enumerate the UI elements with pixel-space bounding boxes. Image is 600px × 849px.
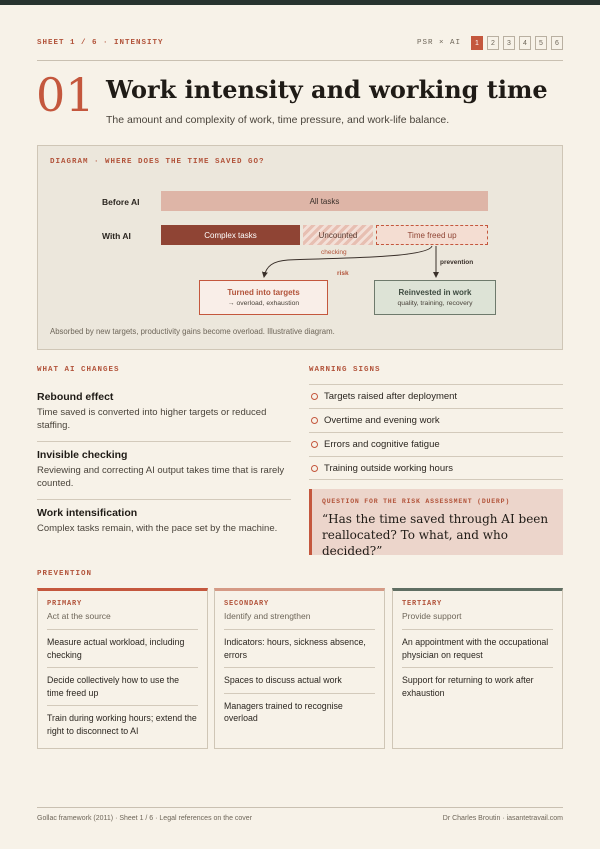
column-subtitle: Identify and strengthen bbox=[224, 611, 311, 621]
top-rule bbox=[0, 0, 600, 5]
divider bbox=[37, 441, 291, 442]
prevention-item: An appointment with the occupational physician on request bbox=[402, 629, 553, 667]
column-label: PRIMARY bbox=[47, 600, 83, 608]
diagram-arrows bbox=[38, 146, 564, 351]
column-subtitle: Act at the source bbox=[47, 611, 111, 621]
warnings-heading: WARNING SIGNS bbox=[309, 366, 381, 374]
page-header bbox=[37, 36, 563, 50]
prevention-heading: PREVENTION bbox=[37, 570, 93, 578]
page-title: Work intensity and working time bbox=[106, 75, 548, 104]
diagram-title: DIAGRAM · WHERE DOES THE TIME SAVED GO? bbox=[50, 158, 265, 166]
prevention-item: Spaces to discuss actual work bbox=[224, 667, 375, 693]
targets-subtitle: → overload, exhaustion bbox=[227, 300, 300, 307]
warning-item bbox=[309, 432, 563, 456]
prevention-column-secondary bbox=[214, 588, 385, 749]
risk-label: risk bbox=[337, 270, 349, 277]
prevention-item: Indicators: hours, sickness absence, errors bbox=[224, 629, 375, 667]
risk-question-callout bbox=[309, 489, 563, 558]
changes-heading: WHAT AI CHANGES bbox=[37, 366, 120, 374]
prevention-item: Decide collectively how to use the time freed up bbox=[47, 667, 198, 705]
warning-item bbox=[309, 408, 563, 432]
warning-item bbox=[309, 384, 563, 408]
reinvest-subtitle: quality, training, recovery bbox=[397, 300, 473, 307]
page-link-1[interactable]: 1 bbox=[471, 36, 483, 50]
before-ai-label: Before AI bbox=[102, 197, 140, 207]
change-title: Rebound effect bbox=[37, 391, 114, 403]
change-item bbox=[37, 391, 291, 432]
checking-label: checking bbox=[321, 249, 347, 256]
change-text: Reviewing and correcting AI output takes time that is rarely counted. bbox=[37, 465, 285, 489]
uncounted-bar: Uncounted bbox=[303, 225, 373, 245]
change-item bbox=[37, 449, 291, 490]
warning-item bbox=[309, 456, 563, 480]
warning-text: Errors and cognitive fatigue bbox=[324, 439, 440, 450]
page-link-3[interactable]: 3 bbox=[503, 36, 515, 50]
page-link-6[interactable]: 6 bbox=[551, 36, 563, 50]
circle-bullet-icon bbox=[311, 465, 318, 472]
page-subtitle: The amount and complexity of work, time pressure, and work-life balance. bbox=[106, 114, 450, 126]
page-link-5[interactable]: 5 bbox=[535, 36, 547, 50]
circle-bullet-icon bbox=[311, 393, 318, 400]
column-subtitle: Provide support bbox=[402, 611, 462, 621]
targets-box bbox=[199, 280, 328, 315]
warning-text: Targets raised after deployment bbox=[324, 391, 458, 402]
change-item bbox=[37, 507, 291, 535]
diagram-caption: Absorbed by new targets, productivity gains become overload. Illustrative diagram. bbox=[50, 327, 335, 336]
prevention-column-tertiary bbox=[392, 588, 563, 749]
change-title: Invisible checking bbox=[37, 449, 128, 461]
change-title: Work intensification bbox=[37, 507, 138, 519]
column-label: SECONDARY bbox=[224, 600, 270, 608]
all-tasks-bar: All tasks bbox=[161, 191, 488, 211]
with-ai-label: With AI bbox=[102, 231, 131, 241]
footer-divider bbox=[37, 807, 563, 808]
change-text: Time saved is converted into higher targets or reduced staffing. bbox=[37, 407, 267, 431]
question-label: QUESTION FOR THE RISK ASSESSMENT (DUERP) bbox=[322, 498, 511, 505]
prevention-item: Train during working hours; extend the right to disconnect to AI bbox=[47, 705, 198, 743]
divider bbox=[37, 499, 291, 500]
sheet-label: SHEET 1 / 6 · INTENSITY bbox=[37, 39, 164, 47]
column-label: TERTIARY bbox=[402, 600, 443, 608]
time-freed-bar: Time freed up bbox=[376, 225, 488, 245]
reinvest-box bbox=[374, 280, 496, 315]
brand-label: PSR × AI bbox=[416, 39, 461, 47]
warning-text: Overtime and evening work bbox=[324, 415, 440, 426]
prevention-column-primary bbox=[37, 588, 208, 749]
warning-text: Training outside working hours bbox=[324, 462, 454, 474]
targets-title: Turned into targets bbox=[227, 288, 300, 297]
prevention-item: Measure actual workload, including checking bbox=[47, 629, 198, 667]
footer-left: Gollac framework (2011) · Sheet 1 / 6 · Legal references on the cover bbox=[37, 815, 253, 822]
circle-bullet-icon bbox=[311, 441, 318, 448]
question-text: “Has the time saved through AI been reallocated? To what, and who decided?” bbox=[322, 512, 549, 558]
prevention-item: Managers trained to recognise overload bbox=[224, 693, 375, 731]
pager bbox=[417, 36, 563, 50]
time-diagram bbox=[37, 145, 563, 350]
prevention-item: Support for returning to work after exhaustion bbox=[402, 667, 553, 705]
reinvest-title: Reinvested in work bbox=[398, 288, 472, 297]
header-divider bbox=[37, 60, 563, 61]
page-link-2[interactable]: 2 bbox=[487, 36, 499, 50]
section-number: 01 bbox=[36, 68, 95, 122]
circle-bullet-icon bbox=[311, 417, 318, 424]
change-text: Complex tasks remain, with the pace set by the machine. bbox=[37, 523, 278, 534]
page-link-4[interactable]: 4 bbox=[519, 36, 531, 50]
complex-tasks-bar: Complex tasks bbox=[161, 225, 300, 245]
prevention-label: prevention bbox=[440, 259, 474, 266]
footer-right: Dr Charles Broutin · iasantetravail.com bbox=[442, 815, 563, 822]
